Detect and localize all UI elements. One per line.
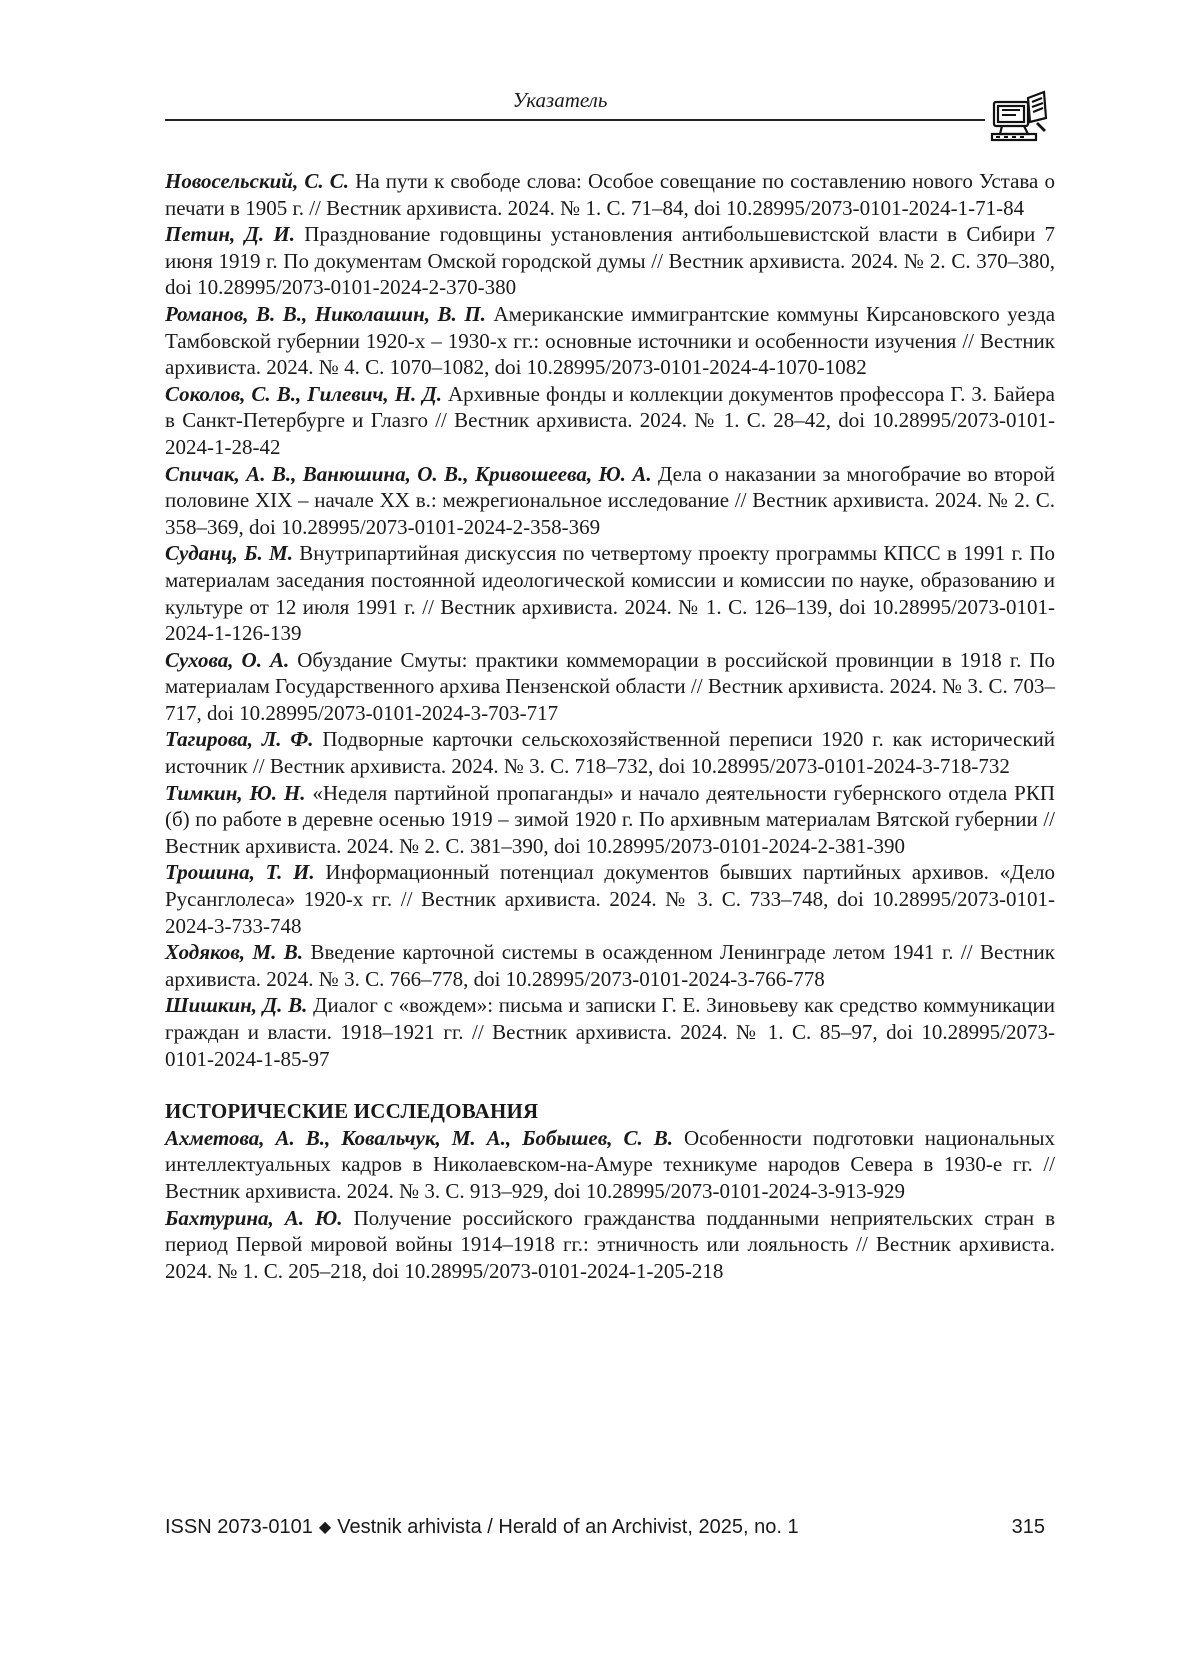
- index-entry: [165, 647, 1055, 727]
- entry-author: Трошина, Т. И.: [165, 860, 315, 885]
- index-entry: [165, 540, 1055, 646]
- entry-citation: Особенности подготовки национальных интеллектуальных кадров в Николаевском-на-Амуре техникуме народов Севера в 1930-е гг. // Вестник архивиста. 2024. № 3. С. 913–929, doi 10.28995/2073-0101-2024-3-913-929: [165, 1125, 1055, 1203]
- entry-citation: Американские иммигрантские коммуны Кирсановского уезда Тамбовской губернии 1920-х – 1930-х гг.: основные источники и особенности изучения // Вестник архивиста. 2024. № 4. С. 1070–1082, doi 10.28995/2073-0101-2024-4-1070-1082: [165, 301, 1056, 380]
- entry-citation: Введение карточной системы в осажденном Ленинграде летом 1941 г. // Вестник архивиста. 2024. № 3. С. 766–778, doi 10.28995/2073-0101-2024-3-766-778: [165, 940, 1055, 991]
- entry-citation: Обуздание Смуты: практики коммеморации в российской провинции в 1918 г. По материалам Государственного архива Пензенской области // Вестник архивиста. 2024. № 3. С. 703–717, doi 10.28995/2073-0101-2024-3-703-717: [165, 647, 1055, 725]
- entry-citation: «Неделя партийной пропаганды» и начало деятельности губернского отдела РКП (б) по работе в деревне осенью 1919 – зимой 1920 г. По архивным материалам Вятской губернии // Вестник архивиста. 2024. № 2. С. 381–390, doi 10.28995/2073-0101-2024-2-381-390: [165, 780, 1055, 858]
- entry-author: Соколов, С. В., Гилевич, Н. Д.: [165, 381, 442, 406]
- entry-author: Шишкин, Д. В.: [165, 993, 308, 1018]
- entry-author: Сухова, О. А.: [165, 647, 290, 672]
- entry-author: Новосельский, С. С.: [165, 169, 350, 193]
- entry-citation: Дела о наказании за многобрачие во второй половине XIX – начале XX в.: межрегиональное исследование // Вестник архивиста. 2024. № 2. С. 358–369, doi 10.28995/2073-0101-2024-2-358-369: [165, 461, 1055, 539]
- entry-citation: Внутрипартийная дискуссия по четвертому проекту программы КПСС в 1991 г. По материалам заседания постоянной идеологической комиссии и комиссии по науке, образованию и культуре от 12 июля 1991 г. // Вестник архивиста. 2024. № 1. С. 126–139, doi 10.28995/2073-0101-2024-1-126-139: [165, 541, 1055, 646]
- entry-citation: Получение российского гражданства подданными неприятельских стран в период Первой мировой войны 1914–1918 гг.: этничность или лояльность // Вестник архивиста. 2024. № 1. С. 205–218, doi 10.28995/2073-0101-2024-1-205-218: [165, 1205, 1055, 1283]
- index-entry: [165, 780, 1055, 860]
- entry-author: Бахтурина, А. Ю.: [165, 1205, 343, 1230]
- computer-archive-icon: [988, 88, 1050, 146]
- entry-citation: Празднование годовщины установления антибольшевистской власти в Сибири 7 июня 1919 г. По документам Омской городской думы // Вестник архивиста. 2024. № 2. С. 370–380, doi 10.28995/2073-0101-2024-2-370-380: [165, 222, 1056, 300]
- entry-author: Тагирова, Л. Ф.: [165, 727, 314, 752]
- footer-journal-info: [165, 1516, 799, 1539]
- entry-citation: Информационный потенциал документов бывших партийных архивов. «Дело Русанглолеса» 1920-х гг. // Вестник архивиста. 2024. № 3. С. 733–748, doi 10.28995/2073-0101-2024-3-733-748: [165, 860, 1056, 938]
- index-entry: [165, 992, 1055, 1072]
- journal-citation: Vestnik arhivista / Herald of an Archivist, 2025, no. 1: [337, 1516, 799, 1538]
- index-entry: [165, 221, 1055, 301]
- index-entry: [165, 939, 1055, 992]
- page-number: 315: [1011, 1516, 1045, 1538]
- index-entry: [165, 301, 1055, 381]
- entry-author: Ахметова, А. В., Ковальчук, М. А., Бобышев, С. В.: [165, 1125, 673, 1150]
- index-entry: [165, 1205, 1055, 1285]
- page-footer: [165, 1516, 1045, 1546]
- entry-author: Суданц, Б. М.: [165, 541, 293, 566]
- entry-citation: На пути к свободе слова: Особое совещание по составлению нового Устава о печати в 1905 г. // Вестник архивиста. 2024. № 1. С. 71–84, doi 10.28995/2073-0101-2024-1-71-84: [165, 169, 1056, 220]
- index-entry: [165, 1125, 1055, 1205]
- index-entry: [165, 859, 1055, 939]
- entry-author: Тимкин, Ю. Н.: [165, 780, 306, 805]
- index-entry: [165, 168, 1055, 221]
- entry-list: [165, 168, 1055, 1072]
- entry-author: Петин, Д. И.: [165, 222, 296, 247]
- entry-citation: Диалог с «вождем»: письма и записки Г. Е. Зиновьеву как средство коммуникации граждан и власти. 1918–1921 гг. // Вестник архивиста. 2024. № 1. С. 85–97, doi 10.28995/2073-0101-2024-1-85-97: [165, 993, 1056, 1071]
- entry-author: Романов, В. В., Николашин, В. П.: [165, 301, 486, 326]
- index-content: [165, 168, 1055, 1284]
- entry-list-historical: [165, 1125, 1055, 1285]
- issn-label: ISSN 2073-0101: [165, 1516, 313, 1538]
- entry-citation: Архивные фонды и коллекции документов профессора Г. З. Байера в Санкт-Петербурге и Глазго // Вестник архивиста. 2024. № 1. С. 28–42, doi 10.28995/2073-0101-2024-1-28-42: [165, 381, 1055, 459]
- index-entry: [165, 461, 1055, 541]
- header-rule: [165, 119, 985, 121]
- running-title: Указатель: [512, 88, 608, 112]
- running-header: [165, 88, 1045, 120]
- entry-author: Спичак, А. В., Ванюшина, О. В., Кривошеева, Ю. А.: [165, 461, 652, 486]
- index-entry: [165, 381, 1055, 461]
- section-heading: ИСТОРИЧЕСКИЕ ИССЛЕДОВАНИЯ: [165, 1099, 539, 1124]
- entry-author: Ходяков, М. В.: [165, 940, 304, 965]
- entry-citation: Подворные карточки сельскохозяйственной переписи 1920 г. как исторический источник // Вестник архивиста. 2024. № 3. С. 718–732, doi 10.28995/2073-0101-2024-3-718-732: [165, 727, 1055, 779]
- diamond-icon: ◆: [318, 1519, 332, 1536]
- index-entry: [165, 726, 1055, 779]
